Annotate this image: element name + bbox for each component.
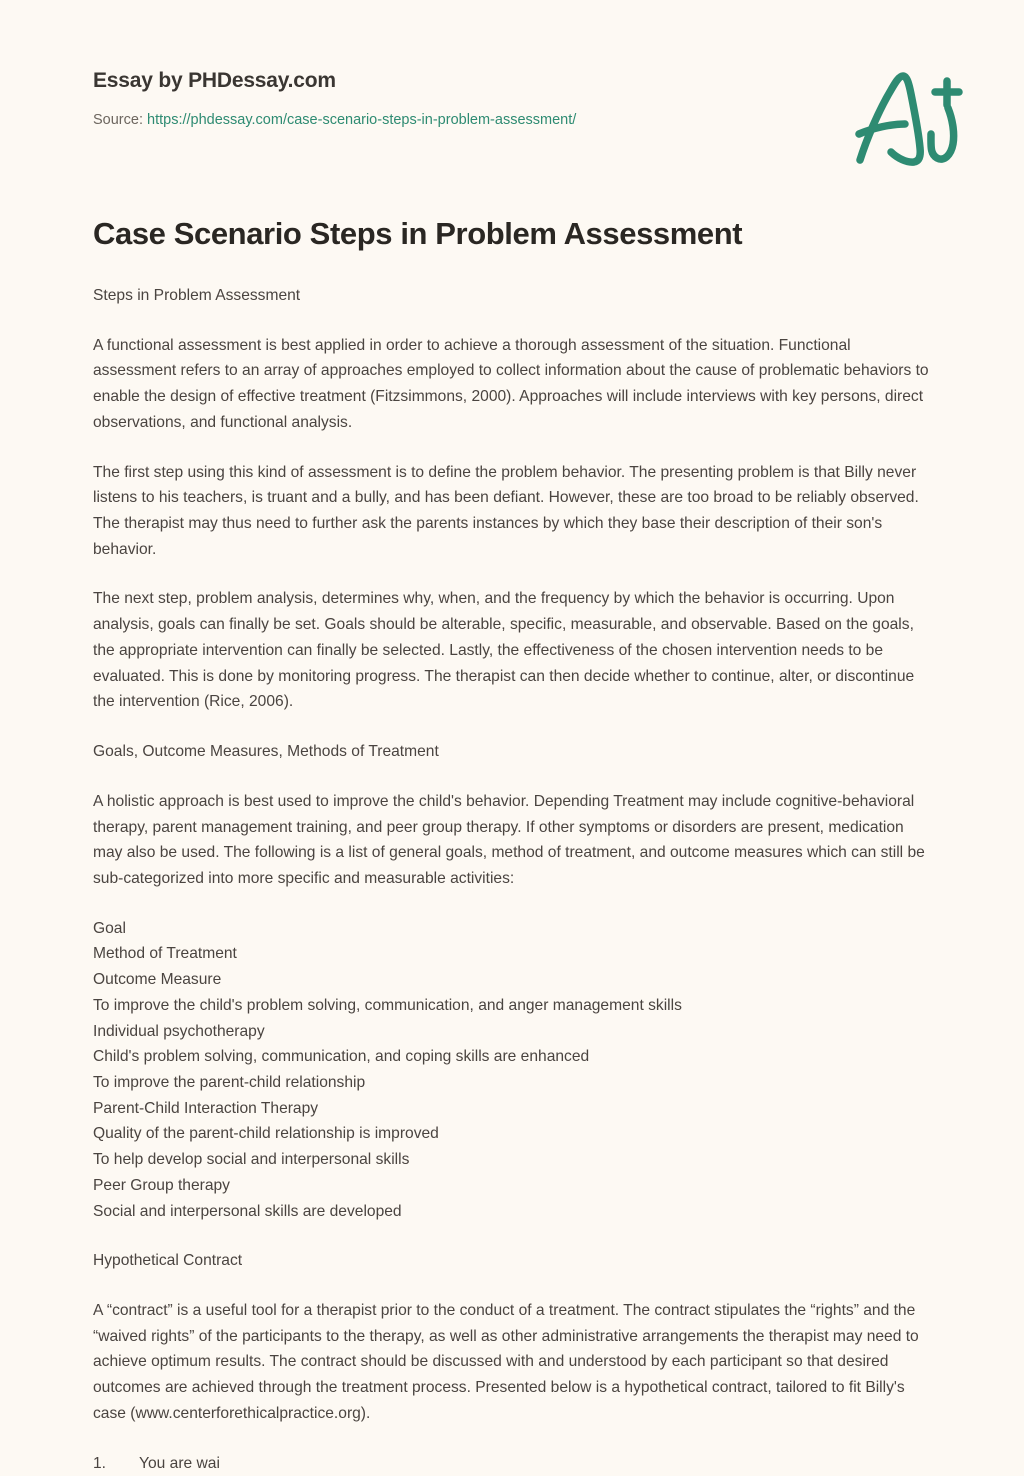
document-body — [93, 283, 933, 1476]
paragraph-contract: A “contract” is a useful tool for a therapist prior to the conduct of a treatment. The contract stipulates the “rights” and the “waived rights” of the participants to the therapy, as well as other administrative arrangements the therapist may need to achieve optimum results. The contract should be discussed with and understood by each participant so that desired outcomes are achieved through the treatment process. Presented below is a hypothetical contract, tailored to fit Billy's case (www.centerforethicalpractice.org). — [93, 1302, 919, 1422]
page-title: Case Scenario Steps in Problem Assessment — [93, 216, 743, 251]
list-item: Goal — [93, 919, 126, 937]
source-url-link[interactable]: https://phdessay.com/case-scenario-steps-in-problem-assessment/ — [147, 112, 577, 129]
paragraph-next-step: The next step, problem analysis, determines why, when, and the frequency by which the behavior is occurring. Upon analysis, goals can finally be set. Goals should be alterable, specific, measurable, and observable. Based on the goals, the appropriate intervention can finally be selected. Lastly, the effectiveness of the chosen intervention needs to be evaluated. This is done by monitoring progress. The therapist can then decide whether to continue, alter, or discontinue the intervention (Rice, 2006). — [93, 590, 915, 711]
list-item: Outcome Measure — [93, 971, 222, 989]
list-item: To improve the child's problem solving, communication, and anger management skills — [93, 996, 682, 1014]
document-header — [93, 68, 964, 130]
list-item-text: You are wai — [139, 1454, 220, 1472]
source-label: Source: — [93, 112, 143, 129]
paragraph-functional-assessment: A functional assessment is best applied in order to achieve a thorough assessment of the situation. Functional assessment refers to an array of approaches employed to collect information about the cause of problematic behaviors to enable the design of effective treatment (Fitzsimmons, 2000). Approaches will include interviews with key persons, direct observations, and functional analysis. — [93, 336, 929, 431]
list-item: Individual psychotherapy — [93, 1022, 265, 1040]
paragraph-holistic-approach: A holistic approach is best used to improve the child's behavior. Depending Treatment may include cognitive-behavioral therapy, parent management training, and peer group therapy. If other symptoms or disorders are present, medication may also be used. The following is a list of general goals, method of treatment, and outcome measures which can still be sub-categorized into more specific and measurable activities: — [93, 792, 925, 887]
section-subhead-goals: Goals, Outcome Measures, Methods of Treatment — [93, 743, 439, 761]
source-line — [93, 111, 964, 130]
list-item-number: 1. — [93, 1454, 107, 1472]
list-item: To help develop social and interpersonal skills — [93, 1151, 410, 1169]
a-plus-logo-icon — [847, 62, 967, 172]
numbered-list-item-1 — [93, 1451, 933, 1476]
brand-title: Essay by PHDessay.com — [93, 69, 336, 92]
list-item: Parent-Child Interaction Therapy — [93, 1099, 319, 1117]
paragraph-first-step: The first step using this kind of assessment is to define the problem behavior. The presenting problem is that Billy never listens to his teachers, is truant and a bully, and has been defiant. However, these are too broad to be reliably observed. The therapist may thus need to further ask the parents instances by which they base their description of their son's behavior. — [93, 463, 919, 558]
section-subhead-contract: Hypothetical Contract — [93, 1252, 243, 1270]
section-subhead-steps: Steps in Problem Assessment — [93, 287, 301, 304]
goal-treatment-outcome-list — [93, 916, 933, 1225]
list-item: Child's problem solving, communication, and coping skills are enhanced — [93, 1048, 590, 1066]
list-item: Quality of the parent-child relationship is improved — [93, 1125, 439, 1143]
list-item: To improve the parent-child relationship — [93, 1073, 366, 1091]
list-item: Peer Group therapy — [93, 1176, 230, 1194]
list-item: Method of Treatment — [93, 945, 237, 963]
list-item: Social and interpersonal skills are developed — [93, 1202, 402, 1220]
